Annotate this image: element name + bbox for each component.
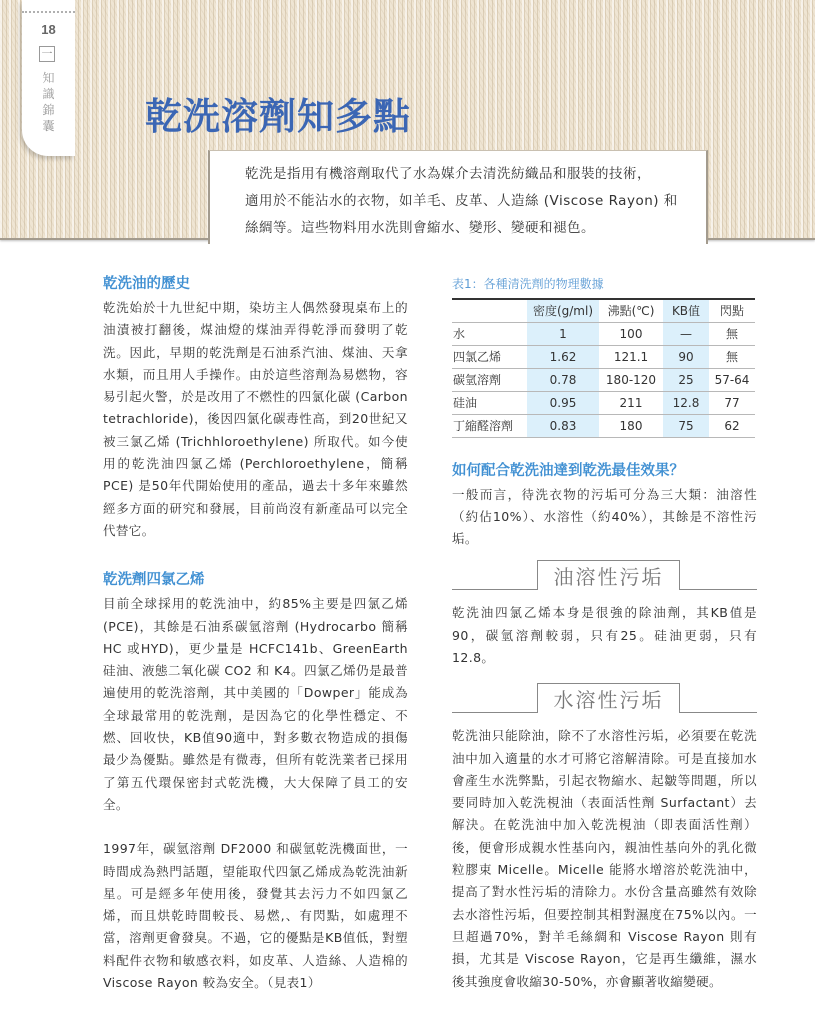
section-label-char: 識 (42, 87, 55, 101)
divider-line (680, 712, 757, 713)
table-cell: 62 (709, 414, 755, 437)
table-cell: 硅油 (452, 391, 527, 414)
section-heading-best-effect: 如何配合乾洗油達到乾洗最佳效果？ (452, 462, 684, 479)
table-cell: 90 (663, 345, 709, 368)
table-cell: 無 (709, 345, 755, 368)
volume-icon: 一 (39, 46, 55, 62)
table-cell: 75 (663, 414, 709, 437)
table-cell: 1 (527, 322, 599, 345)
table-cell: 211 (599, 391, 663, 414)
oil-soluble-heading: 油溶性污垢 (537, 560, 680, 590)
pce-paragraph-1: 目前全球採用的乾洗油中，約85%主要是四氯乙烯 (PCE)，其餘是石油系碳氫溶劑 (Hydrocarbo 簡稱 HC 或HYD)，更少量是 HCFC141b、GreenEarth 硅油、液態二氧化碳 CO2 和 K4。四氯乙烯仍是最普遍使用的乾洗溶劑，其中美國的「Dowper」能成為全球最常用的乾洗劑，是因為它的化學性穩定、不燃、回收快，KB值90適中，對多數衣物造成的損傷最少為優點。雖然是有微毒，但所有乾洗業者已採用了第五代環保密封式乾洗機，大大保障了員工的安全。 (103, 596, 408, 812)
table-cell: 水 (452, 322, 527, 345)
table-cell: 四氯乙烯 (452, 345, 527, 368)
table-row (452, 414, 755, 437)
table-header-cell: KB值 (663, 299, 709, 322)
intro-line: 乾洗是指用有機溶劑取代了水為媒介去清洗紡織品和服裝的技術， (245, 166, 651, 182)
water-soluble-heading: 水溶性污垢 (537, 683, 680, 713)
section-heading-pce: 乾洗劑四氯乙烯 (103, 572, 205, 589)
intro-box-join (210, 238, 706, 246)
table-cell: 丁縮醛溶劑 (452, 414, 527, 437)
table-cell: 0.78 (527, 368, 599, 391)
page-number: 18 (41, 22, 56, 37)
table-cell: — (663, 322, 709, 345)
oil-soluble-paragraph: 乾洗油四氯乙烯本身是很強的除油劑，其KB值是90，碳氫溶劑較弱，只有25。硅油更弱，只有12.8。 (452, 605, 757, 665)
side-tab (22, 0, 75, 156)
table-row (452, 345, 755, 368)
pce-paragraph-2: 1997年，碳氫溶劑 DF2000 和碳氫乾洗機面世，一時間成為熱門話題，望能取代四氯乙烯成為乾洗油新星。可是經多年使用後，發覺其去污力不如四氯乙烯，而且烘乾時間較長、易燃,、有閃點，如處理不當，溶劑更會發臭。不過，它的優點是KB值低，對塑料配件衣物和敏感衣料，如皮革、人造絲、人造棉的 Viscose Rayon 較為安全。（見表1） (103, 841, 408, 991)
table-caption: 表1：各種清洗劑的物理數據 (452, 277, 604, 291)
right-column (452, 276, 757, 993)
history-paragraph: 乾洗始於十九世紀中期，染坊主人偶然發現桌布上的油漬被打翻後，煤油燈的煤油弄得乾淨而發明了乾洗。因此，早期的乾洗劑是石油系汽油、煤油、天拿水類，而且用人手操作。由於這些溶劑為易燃物，容易引起火警，於是改用了不燃性的四氯化碳 (Carbon tetrachloride)，後因四氯化碳毒性高，到20世紀又被三氯乙烯 (Trichhloroethylene) 所取代。如今使用的乾洗油四氯乙烯 (Perchloroethylene，簡稱 PCE) 是50年代開始使用的產品，過去十多年來雖然經多方面的研究和發展，目前尚沒有新產品可以完全代替它。 (103, 300, 408, 538)
table-header-cell (452, 299, 527, 322)
intro-line: 絲綢等。這些物料用水洗則會縮水、變形、變硬和褪色。 (245, 220, 595, 236)
section-heading-history: 乾洗油的歷史 (103, 276, 190, 292)
table-cell: 77 (709, 391, 755, 414)
table-cell: 180-120 (599, 368, 663, 391)
table-row (452, 368, 755, 391)
table-cell: 12.8 (663, 391, 709, 414)
best-effect-paragraph: 一般而言，待洗衣物的污垢可分為三大類：油溶性（約佔10%）、水溶性（約40%），其餘是不溶性污垢。 (452, 486, 757, 547)
table-cell: 180 (599, 414, 663, 437)
table-cell: 0.83 (527, 414, 599, 437)
section-label-char: 錦 (42, 103, 55, 117)
table-row (452, 322, 755, 345)
table-header-row (452, 299, 755, 322)
table-cell: 碳氫溶劑 (452, 368, 527, 391)
table-cell: 57-64 (709, 368, 755, 391)
table-cell: 1.62 (527, 345, 599, 368)
table-row (452, 391, 755, 414)
oil-soluble-heading-frame (452, 560, 757, 596)
left-column (103, 274, 408, 994)
table-header-cell: 沸點(℃) (607, 304, 655, 319)
divider-line (680, 589, 757, 590)
table-cell: 25 (663, 368, 709, 391)
section-label-char: 知 (42, 71, 55, 85)
table-cell: 0.95 (527, 391, 599, 414)
intro-box (208, 150, 708, 244)
intro-line: 適用於不能沾水的衣物，如羊毛、皮革、人造絲 (Viscose Rayon) 和 (245, 193, 678, 209)
section-label-char: 囊 (42, 119, 55, 133)
table-cell: 無 (709, 322, 755, 345)
dotted-divider (22, 11, 75, 13)
section-label-vertical (22, 70, 75, 134)
table-cell: 100 (599, 322, 663, 345)
solvent-properties-table (452, 298, 755, 438)
divider-line (452, 712, 537, 713)
table-header-cell: 閃點 (719, 304, 744, 319)
water-soluble-paragraph: 乾洗油只能除油，除不了水溶性污垢，必須要在乾洗油中加入適量的水才可將它溶解清除。可是直接加水會產生水洗弊點，引起衣物縮水、起皺等問題，所以要同時加入乾洗梘油（表面活性劑 Surfactant）去解決。在乾洗油中加入乾洗梘油（即表面活性劑）後，便會形成親水性基向內，親油性基向外的乳化微粒膠束 Micelle。Micelle 能將水增溶於乾洗油中，提高了對水性污垢的清除力。水份含量高雖然有效除去水溶性污垢，但要控制其相對濕度在75%以內。一旦超過70%，對羊毛絲綢和 Viscose Rayon 則有損，尤其是 Viscose Rayon，它是再生纖維，濕水後其強度會收縮30-50%，亦會顯著收縮變硬。 (452, 728, 757, 989)
table-cell: 121.1 (599, 345, 663, 368)
water-soluble-heading-frame (452, 683, 757, 719)
divider-line (452, 589, 537, 590)
page-title: 乾洗溶劑知多點 (145, 95, 411, 138)
table-header-cell: 密度(g/ml) (527, 299, 599, 322)
